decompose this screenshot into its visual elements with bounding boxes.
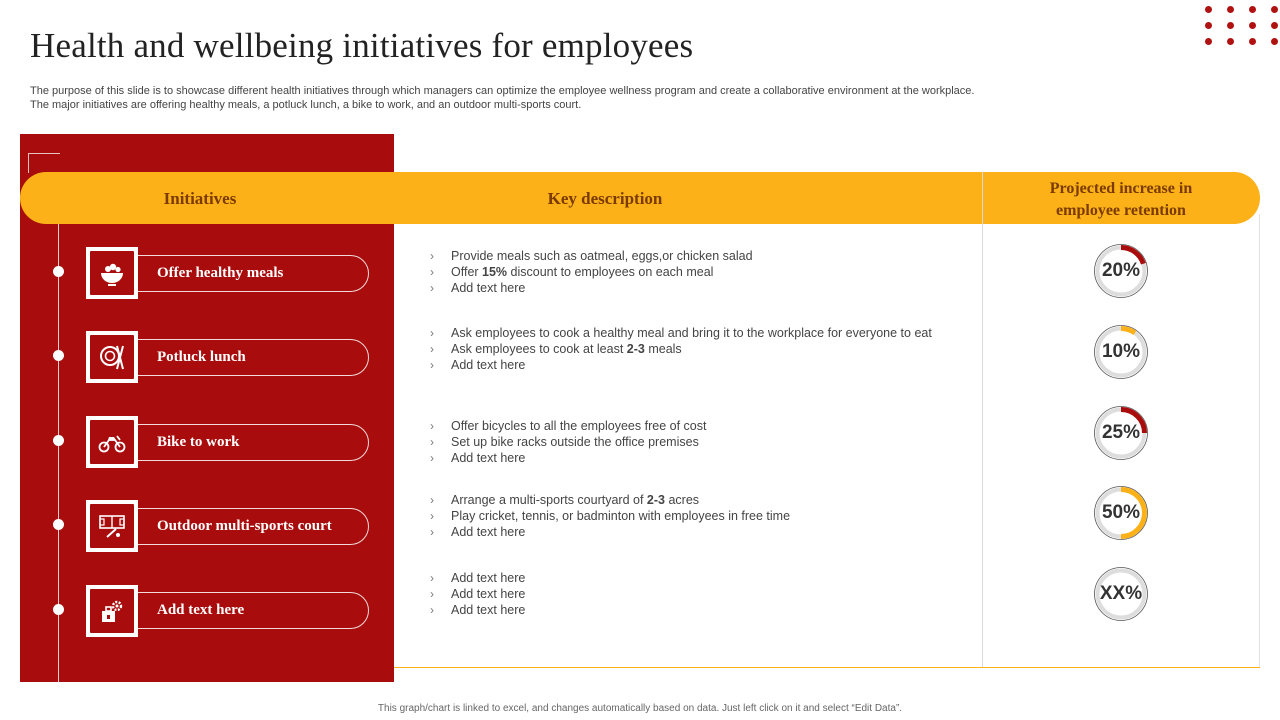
timeline-dot	[53, 435, 64, 446]
retention-gauge	[1093, 243, 1149, 299]
chevron-right-icon: ›	[430, 451, 434, 465]
initiative-icon-box	[86, 331, 138, 383]
gauge-percent-label: 50%	[1101, 502, 1141, 523]
timeline-bracket	[28, 153, 60, 173]
gear-box-icon	[98, 597, 126, 625]
chevron-right-icon: ›	[430, 281, 434, 295]
description-bullet: › Set up bike racks outside the office premises	[430, 435, 699, 449]
description-bullet: › Add text here	[430, 525, 526, 539]
timeline-dot	[53, 266, 64, 277]
initiative-label: Outdoor multi-sports court	[157, 518, 332, 534]
retention-gauge	[1093, 566, 1149, 622]
header-projected-retention	[990, 178, 1252, 222]
initiative-icon-box	[86, 247, 138, 299]
timeline-dot	[53, 604, 64, 615]
retention-gauge	[1093, 485, 1149, 541]
chevron-right-icon: ›	[430, 525, 434, 539]
gauge-percent-label: 20%	[1101, 260, 1141, 281]
header-projected-line1: Projected increase in	[1049, 180, 1193, 197]
key-description-block	[430, 248, 975, 296]
gauge-percent-label: 25%	[1101, 422, 1141, 443]
description-bullet: › Offer 15% discount to employees on each meal	[430, 265, 714, 279]
description-bullet: › Add text here	[430, 603, 526, 617]
description-bullet: › Offer bicycles to all the employees free of cost	[430, 419, 707, 433]
decorative-dots	[1198, 0, 1280, 50]
retention-gauge	[1093, 324, 1149, 380]
chevron-right-icon: ›	[430, 493, 434, 507]
initiative-label: Bike to work	[157, 434, 240, 450]
header-projected-line2: employee retention	[1056, 202, 1186, 219]
chevron-right-icon: ›	[430, 509, 434, 523]
page-title: Health and wellbeing initiatives for employees	[30, 26, 694, 65]
chevron-right-icon: ›	[430, 571, 434, 585]
key-description-block	[430, 418, 975, 466]
initiative-icon-box	[86, 416, 138, 468]
description-bullet: › Ask employees to cook a healthy meal and bring it to the workplace for everyone to eat	[430, 326, 932, 340]
description-bullet: › Play cricket, tennis, or badminton with employees in free time	[430, 509, 791, 523]
chevron-right-icon: ›	[430, 603, 434, 617]
initiative-icon-box	[86, 585, 138, 637]
gauge-percent-label: 10%	[1101, 341, 1141, 362]
header-key-description: Key description	[547, 189, 663, 208]
gauge-percent-label: XX%	[1099, 583, 1143, 604]
description-bullet: › Add text here	[430, 587, 526, 601]
table-bottom-line	[394, 667, 1260, 668]
chevron-right-icon: ›	[430, 265, 434, 279]
footer-note: This graph/chart is linked to excel, and changes automatically based on data. Just left click on it and select “Edit Data”.	[377, 703, 903, 714]
timeline-dot	[53, 350, 64, 361]
description-bullet: › Add text here	[430, 281, 526, 295]
description-bullet: › Provide meals such as oatmeal, eggs,or chicken salad	[430, 249, 753, 263]
salad-bowl-icon	[98, 259, 126, 287]
initiative-label: Offer healthy meals	[157, 265, 284, 281]
description-bullet: › Ask employees to cook at least 2-3 meals	[430, 342, 682, 356]
initiative-icon-box	[86, 500, 138, 552]
key-description-block	[430, 325, 975, 373]
description-bullet: › Add text here	[430, 451, 526, 465]
header-initiatives: Initiatives	[163, 189, 237, 208]
retention-gauge	[1093, 405, 1149, 461]
description-bullet: › Add text here	[430, 358, 526, 372]
initiative-label: Potluck lunch	[157, 349, 246, 365]
description-bullet: › Add text here	[430, 571, 526, 585]
chevron-right-icon: ›	[430, 587, 434, 601]
chevron-right-icon: ›	[430, 249, 434, 263]
chevron-right-icon: ›	[430, 419, 434, 433]
page-subtitle: The purpose of this slide is to showcase different health initiatives through which managers can optimize the employee wellness program and create a collaborative environment at the workplace. The major initiatives are offering healthy meals, a potluck lunch, a bike to work, and an outdoor multi-sports court.	[30, 85, 975, 111]
motorbike-icon	[98, 428, 126, 456]
key-description-block	[430, 492, 975, 540]
key-description-block	[430, 570, 975, 618]
column-divider	[982, 172, 983, 668]
chevron-right-icon: ›	[430, 435, 434, 449]
chevron-right-icon: ›	[430, 358, 434, 372]
chevron-right-icon: ›	[430, 342, 434, 356]
sports-court-icon	[98, 512, 126, 540]
plate-cutlery-icon	[98, 343, 126, 371]
chevron-right-icon: ›	[430, 326, 434, 340]
description-bullet: › Arrange a multi-sports courtyard of 2-3 acres	[430, 493, 700, 507]
table-right-border	[1259, 214, 1260, 668]
initiative-label: Add text here	[157, 602, 245, 618]
timeline-dot	[53, 519, 64, 530]
